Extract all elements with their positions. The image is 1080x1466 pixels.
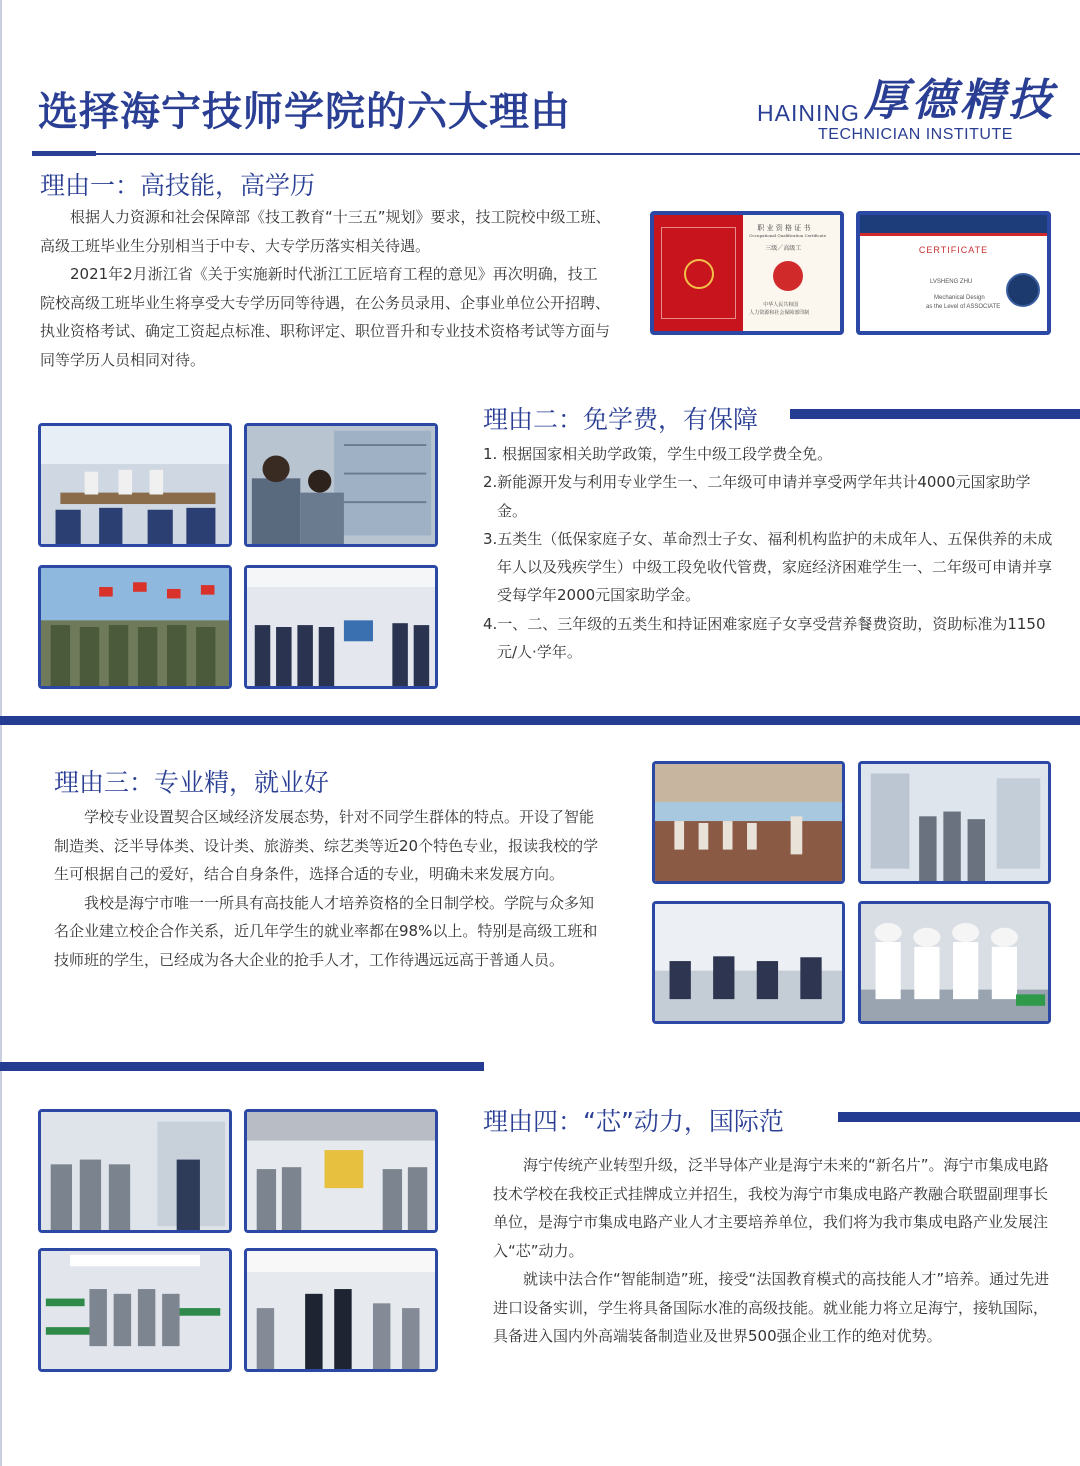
photo-delegation-visit [244,1248,438,1372]
reason1-body [40,203,612,374]
left-edge-rule [0,0,2,1466]
list-item: 1. 根据国家相关助学政策，学生中级工段学费全免。 [483,445,833,463]
reason2-title: 理由二：免学费，有保障 [483,405,759,434]
list-item: 2.新能源开发与利用专业学生一、二年级可申请并享受两学年共计4000元国家助学金。 [483,473,1031,520]
reason3-paragraph: 学校专业设置契合区域经济发展态势，针对不同学生群体的特点。开设了智能制造类、泛半导体类、设计类、旅游类、综艺类等近20个特色专业，报读我校的学生可根据自己的爱好，结合自身条件，选择合适的专业，明确未来发展方向。 [54,808,599,883]
photo-classroom-demo [38,423,232,547]
photo-electrical-training [244,423,438,547]
cert-level: 三级／高级工 [765,245,802,252]
cert-issuer: 中华人民共和国 [763,302,799,308]
reason3-title: 理由三：专业精，就业好 [54,768,330,797]
certificate-red-cover [654,215,743,331]
international-certificate-image [856,211,1051,335]
photo-military-training [38,565,232,689]
cert-issuer2: 人力资源和社会保障部印制 [749,310,810,316]
reason1-title: 理由一：高技能，高学历 [40,171,316,200]
photo-robotics-lab [244,1109,438,1233]
reason2-list [483,440,1053,666]
vocational-certificate-image [650,211,844,335]
photo-lecture-room [244,565,438,689]
cert-heading-en: Occupational Qualification Certificate [749,233,827,238]
reason1-paragraph: 根据人力资源和社会保障部《技工教育“十三五”规划》要求，技工院校中级工班、高级工班毕业生分别相当于中专、大专学历落实相关待遇。 [40,208,611,255]
photo-workshop-benches [652,901,845,1024]
reason3-body [54,803,606,974]
reason2-title-bar [790,409,1080,419]
photo-lab-visit [38,1109,232,1233]
certificate-name: LVSHENG ZHU [930,279,973,285]
photo-outdoor-class [652,761,845,884]
logo-subtitle: TECHNICIAN INSTITUTE [818,126,1013,143]
photo-culinary-class [858,901,1051,1024]
certificate-line1: Mechanical Design [934,295,985,301]
list-item: 4.一、二、三年级的五类生和持证困难家庭子女享受营养餐费资助，资助标准为1150元/人·学年。 [483,614,1046,662]
reason1-paragraph: 2021年2月浙江省《关于实施新时代浙江工匠培育工程的意见》再次明确，技工院校高级工班毕业生将享受大专学历同等待遇，在公务员录用、企事业单位公开招聘、执业资格考试、确定工资起点标准、职称评定、职位晋升和专业技术资格考试等方面与同等学历人员相同对待。 [40,265,611,369]
reason4-title-bar [838,1112,1080,1122]
reason4-title: 理由四：“芯”动力，国际范 [483,1107,784,1136]
reason4-paragraph: 海宁传统产业转型升级，泛半导体产业是海宁未来的“新名片”。海宁市集成电路技术学校在我校正式挂牌成立并招生，我校为海宁市集成电路产教融合联盟副理事长单位，是海宁市集成电路产业人才主要培养单位，我们将为我市集成电路产业发展注入“芯”动力。 [493,1156,1049,1260]
section-divider-band-short [0,1062,484,1071]
certificate-title: CERTIFICATE [918,245,989,255]
cert-heading: 职 业 资 格 证 书 [757,224,811,232]
certification-badge-icon [1006,273,1040,307]
logo-haining-text: HAINING [757,100,860,126]
section-divider-band [0,716,1080,725]
photo-circuit-workshop [38,1248,232,1372]
reason3-paragraph: 我校是海宁市唯一一所具有高技能人才培养资格的全日制学校。学院与众多知名企业建立校企合作关系，近几年学生的就业率都在98%以上。特别是高级工班和技师班的学生，已经成为各大企业的抢手人才，工作待遇远远高于普通人员。 [54,893,598,969]
cert-seal-icon [773,261,803,291]
reason4-paragraph: 就读中法合作“智能制造”班，接受“法国教育模式的高技能人才”培养。通过先进进口设备实训，学生将具备国际水准的高级技能。就业能力将立足海宁，接轨国际，具备进入国内外高端装备制造业及世界500强企业工作的绝对优势。 [493,1270,1050,1345]
reason4-body [493,1151,1051,1351]
header-divider [32,153,1080,155]
logo-calligraphy: 厚德精技 [864,75,1056,126]
header-divider-accent [32,151,96,156]
page-title: 选择海宁技师学院的六大理由 [38,89,571,135]
certificate-line2: as the Level of ASSOCIATE [926,304,1001,310]
list-item: 3.五类生（低保家庭子女、革命烈士子女、福利机构监护的未成年人、五保供养的未成年人以及残疾学生）中级工段免收代管费，家庭经济困难学生一、二年级可申请并享受每学年2000元国家助学金。 [483,529,1053,605]
photo-equipment-lab [858,761,1051,884]
